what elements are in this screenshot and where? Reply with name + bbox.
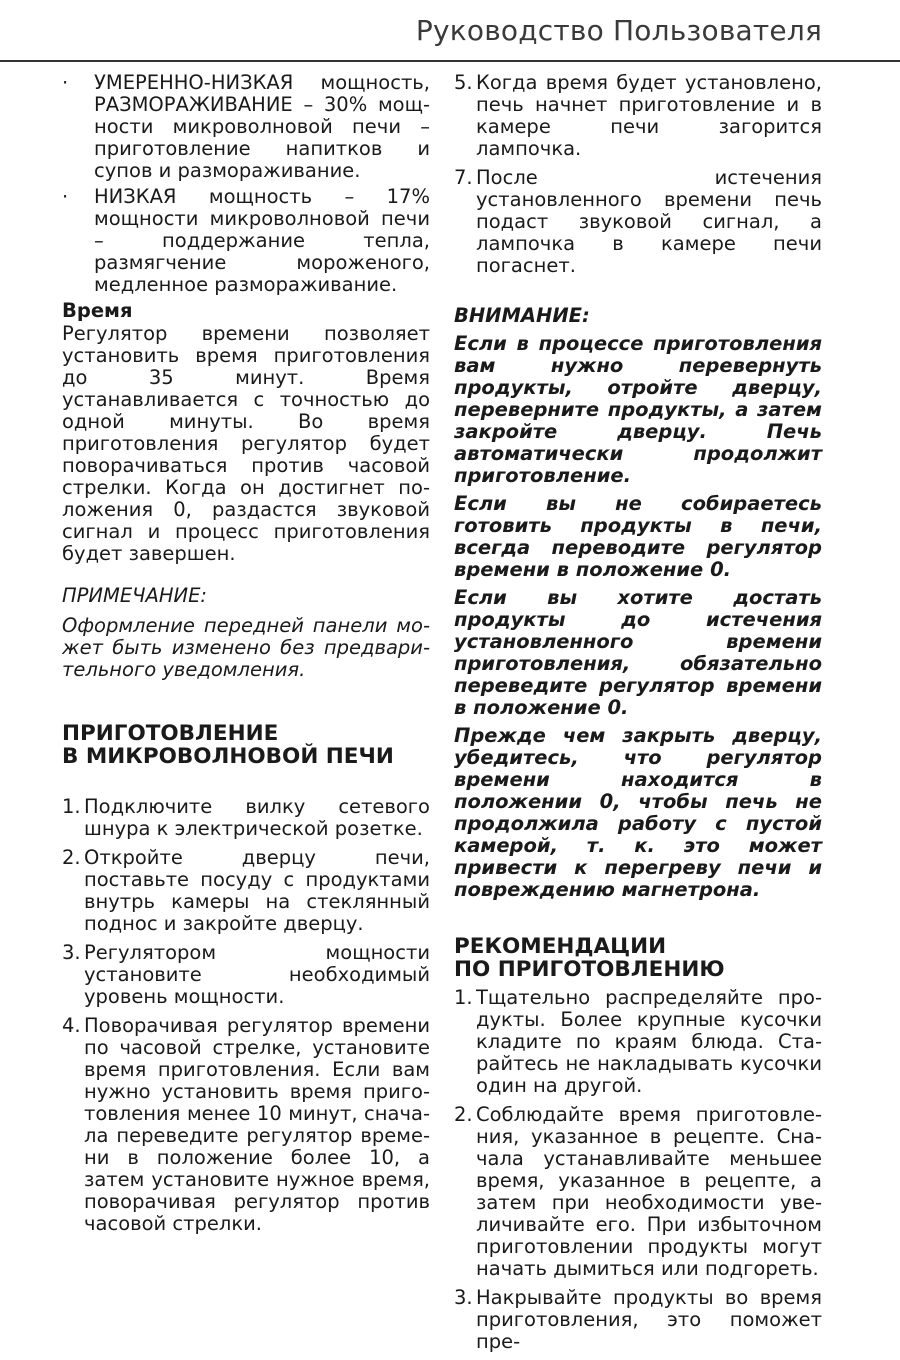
header-title: Руководство Пользователя	[415, 14, 822, 47]
step-text: Когда время будет установлено, печь начнет приготовление и в камере печи загорится лампочка.	[476, 71, 822, 160]
section-title-microwave-cooking	[62, 722, 430, 768]
recommendation-number: 2.	[454, 1103, 473, 1126]
header-divider	[0, 60, 900, 62]
page-header	[0, 0, 900, 62]
warning-label: ВНИМАНИЕ:	[454, 304, 590, 327]
step-text: После истечения установленного времени печь подаст звуковой сигнал, а лампочка в камере печи погаснет.	[476, 166, 822, 277]
bullet-text: НИЗКАЯ мощность – 17% мощности микроволновой печи – поддержание тепла, размягчение мороженого, медленное размораживание.	[94, 185, 430, 296]
step-number: 4.	[62, 1014, 81, 1037]
recommendation-number: 3.	[454, 1286, 473, 1309]
step-item	[454, 72, 822, 160]
step-text: Подключите вилку сетевого шнура к электрической розетке.	[84, 795, 430, 840]
right-column	[454, 72, 822, 1360]
recommendation-item	[454, 1104, 822, 1280]
section-title-line: РЕКОМЕНДАЦИИ	[454, 934, 667, 959]
recommendation-text: Накрывайте продукты во время приготовления, это поможет пре-	[476, 1286, 822, 1353]
step-number: 1.	[62, 795, 81, 818]
warning-paragraph: Если вы не собираетесь готовить продукты в печи, всегда переводите регулятор времени в положение 0.	[454, 492, 822, 581]
recommendation-item	[454, 987, 822, 1097]
section-title-line: ПО ПРИГОТОВЛЕНИЮ	[454, 957, 725, 982]
warning-paragraph: Прежде чем закрыть дверцу, убедитесь, что регулятор времени находится в положении 0, чтобы печь не продолжила работу с пустой камерой, т. к. это может привести к перегреву печи и повреждению магнетрона.	[454, 724, 822, 901]
recommendation-text: Соблюдайте время приготовления, указанное в рецепте. Сначала устанавливайте меньшее время, указанное в рецепте, а затем при необходимости увеличивайте его. При избыточном приготовлении продукты могут начать дымиться или подгореть.	[476, 1103, 822, 1280]
step-number: 7.	[454, 166, 473, 189]
step-text: Регулятором мощности установите необходимый уровень мощности.	[84, 941, 430, 1008]
section-title-cooking-recommendations	[454, 935, 822, 981]
step-item	[62, 1015, 430, 1235]
warning-paragraph: Если вы хотите достать продукты до истечения установленного времени приготовления, обязательно переведите регулятор времени в положение 0.	[454, 586, 822, 719]
bullet-marker: ·	[62, 185, 69, 208]
step-item	[454, 167, 822, 277]
bullet-item-low	[62, 186, 430, 296]
step-text: Поворачивая регулятор времени по часовой стрелке, установите время приготовления. Если вам нужно установить время приготовления менее 10 минут, сначала переведите регулятор времени в положение более 10, а затем установите нужное время, поворачивая регулятор против часовой стрелки.	[84, 1014, 430, 1235]
step-number: 2.	[62, 846, 81, 869]
time-heading: Время	[62, 299, 133, 322]
step-item	[62, 796, 430, 840]
section-title-line: ПРИГОТОВЛЕНИЕ	[62, 721, 279, 746]
warning-paragraph: Если в процессе приготовления вам нужно перевернуть продукты, отройте дверцу, переверните продукты, а затем закройте дверцу. Печь автоматически продолжит приготовление.	[454, 332, 822, 487]
bullet-text: УМЕРЕННО-НИЗКАЯ мощность, РАЗМОРАЖИВАНИЕ – 30% мощности микроволновой печи – приготовление напитков и супов и размораживание.	[94, 71, 430, 182]
left-column	[62, 72, 430, 1242]
step-item	[62, 847, 430, 935]
section-title-line: В МИКРОВОЛНОВОЙ ПЕЧИ	[62, 744, 394, 769]
note-label: ПРИМЕЧАНИЕ:	[62, 584, 208, 607]
step-number: 3.	[62, 941, 81, 964]
note-text: Оформление передней панели может быть изменено без предварительного уведомления.	[62, 614, 430, 681]
time-paragraph: Регулятор времени позволяет установить время приготовления до 35 минут. Время устанавливается с точностью до одной минуты. Во время приготовления регулятор будет поворачиваться против часовой стрелки. Когда он достигнет положения 0, раздастся звуковой сигнал и процесс приготовления будет завершен.	[62, 322, 430, 565]
bullet-marker: ·	[62, 71, 69, 94]
recommendation-text: Тщательно распределяйте продукты. Более крупные кусочки кладите по краям блюда. Старайтесь не накладывать кусочки один на другой.	[476, 986, 822, 1097]
bullet-item-medium-low	[62, 72, 430, 182]
recommendation-number: 1.	[454, 986, 473, 1009]
step-number: 5.	[454, 71, 473, 94]
step-text: Откройте дверцу печи, поставьте посуду с продуктами внутрь камеры на стеклянный поднос и закройте дверцу.	[84, 846, 430, 935]
recommendation-item	[454, 1287, 822, 1353]
step-item	[62, 942, 430, 1008]
